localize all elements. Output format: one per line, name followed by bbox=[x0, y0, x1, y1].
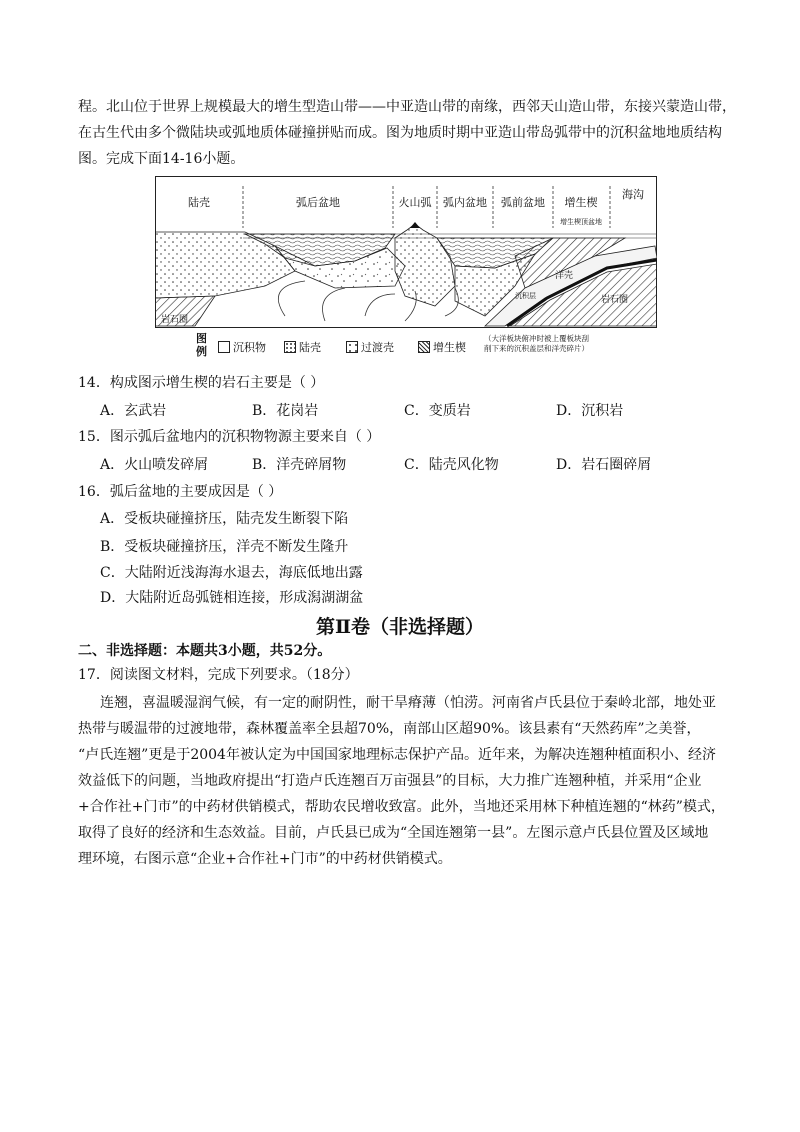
legend-swatch-continental-crust bbox=[284, 341, 296, 353]
q17-para-line-7: 理环境，右图示意“企业+合作社+门市”的中药材供销模式。 bbox=[78, 851, 452, 867]
geologic-cross-section-figure bbox=[155, 176, 657, 328]
zone-label-continental-crust: 陆壳 bbox=[188, 197, 210, 209]
legend-item-continental-crust bbox=[284, 339, 321, 355]
q14-option-d[interactable]: D．沉积岩 bbox=[556, 403, 624, 419]
q14-stem: 14．构成图示增生楔的岩石主要是（ ） bbox=[78, 375, 325, 391]
legend-label-sediment: 沉积物 bbox=[233, 341, 266, 354]
zone-label-fore-arc-basin: 弧前盆地 bbox=[501, 197, 545, 209]
zone-label-intra-arc-basin: 弧内盆地 bbox=[443, 197, 487, 209]
legend-note bbox=[484, 334, 589, 354]
q16-option-d[interactable]: D．大陆附近岛弧链相连接，形成潟湖湖盆 bbox=[100, 590, 364, 606]
q15-options bbox=[100, 454, 740, 476]
q17-para-line-6: 取得了良好的经济和生态效益。目前，卢氏县已成为“全国连翘第一县”。左图示意卢氏县位置及区域地 bbox=[78, 825, 709, 841]
q16-option-a[interactable]: A．受板块碰撞挤压，陆壳发生断裂下陷 bbox=[100, 511, 349, 527]
q14-option-c[interactable]: C．变质岩 bbox=[404, 403, 471, 419]
legend-swatch-accretionary-wedge bbox=[418, 341, 430, 353]
label-sediment-layer: 沉积层 bbox=[515, 293, 536, 300]
q15-option-d[interactable]: D．岩石圈碎屑 bbox=[556, 457, 652, 473]
legend-label-transitional-crust: 过渡壳 bbox=[361, 341, 394, 354]
q15-option-b[interactable]: B．洋壳碎屑物 bbox=[252, 457, 347, 473]
section-title: 第Ⅱ卷（非选择题） bbox=[315, 616, 484, 638]
q14-option-b[interactable]: B．花岗岩 bbox=[252, 403, 319, 419]
label-lithosphere-right: 岩石圈 bbox=[601, 294, 629, 304]
intro-line-2: 在古生代由多个微陆块或弧地质体碰撞拼贴而成。图为地质时期中亚造山带岛弧带中的沉积盆地地质结构 bbox=[78, 125, 722, 141]
q17-para-line-4: 效益低下的问题，当地政府提出“打造卢氏连翘百万亩强县”的目标，大力推广连翘种植，并采用“企业 bbox=[78, 773, 702, 789]
legend-label-accretionary-wedge: 增生楔 bbox=[433, 341, 466, 354]
legend-swatch-sediment bbox=[218, 341, 230, 353]
q15-option-c[interactable]: C．陆壳风化物 bbox=[404, 457, 499, 473]
legend-item-transitional-crust bbox=[346, 339, 394, 355]
legend-note-line-2: 削下来的沉积盖层和洋壳碎片） bbox=[484, 344, 589, 353]
legend-item-accretionary-wedge bbox=[418, 339, 466, 355]
zone-label-volcanic-arc: 火山弧 bbox=[398, 197, 432, 209]
label-oceanic-crust: 洋壳 bbox=[555, 270, 574, 280]
q14-options bbox=[100, 400, 740, 422]
intro-line-1: 程。北山位于世界上规模最大的增生型造山带——中亚造山带的南缘，西邻天山造山带，东接兴蒙造山带， bbox=[78, 99, 736, 115]
q14-option-a[interactable]: A．玄武岩 bbox=[100, 403, 167, 419]
q15-option-a[interactable]: A．火山喷发碎屑 bbox=[100, 457, 209, 473]
q17-stem: 17．阅读图文材料，完成下列要求。（18分） bbox=[78, 667, 359, 683]
legend-label-continental-crust: 陆壳 bbox=[299, 341, 321, 354]
q15-stem: 15．图示弧后盆地内的沉积物物源主要来自（ ） bbox=[78, 429, 381, 445]
q16-option-c[interactable]: C．大陆附近浅海海水退去，海底低地出露 bbox=[100, 565, 363, 581]
zone-label-trench: 海沟 bbox=[622, 189, 644, 201]
q17-para-line-2: 热带与暖温带的过渡地带，森林覆盖率全县超70%，南部山区超90%。该县素有“天然药库”之美誉， bbox=[78, 721, 701, 737]
q16-option-b[interactable]: B．受板块碰撞挤压，洋壳不断发生隆升 bbox=[100, 539, 349, 555]
q17-para-line-5: +合作社+门市”的中药材供销模式，帮助农民增收致富。此外，当地还采用林下种植连翘的“林药”模式， bbox=[78, 799, 725, 815]
legend-note-line-1: （大洋板块俯冲时被上覆板块刮 bbox=[484, 334, 589, 343]
legend-swatch-transitional-crust bbox=[346, 341, 358, 353]
q17-para-line-1: 连翘，喜温暖湿润气候，有一定的耐阴性，耐干旱瘠薄（怕涝。河南省卢氏县位于秦岭北部，地处亚 bbox=[100, 695, 716, 711]
q16-stem: 16．弧后盆地的主要成因是（ ） bbox=[78, 484, 283, 500]
zone-label-back-arc-basin: 弧后盆地 bbox=[296, 197, 340, 209]
label-lithosphere-left: 岩石圈 bbox=[161, 314, 189, 324]
legend-item-sediment bbox=[218, 339, 266, 355]
section-subtitle: 二、非选择题：本题共3小题，共52分。 bbox=[78, 643, 332, 659]
sub-label-wedge-top-basin: 增生楔顶盆地 bbox=[560, 219, 602, 226]
intro-line-3: 图。完成下面14-16小题。 bbox=[78, 151, 245, 167]
q17-para-line-3: “卢氏连翘”更是于2004年被认定为中国国家地理标志保护产品。近年来，为解决连翘种植面积小、经济 bbox=[78, 747, 716, 763]
legend-head: 图例 bbox=[196, 332, 207, 358]
zone-label-accretionary-wedge: 增生楔 bbox=[564, 197, 598, 209]
